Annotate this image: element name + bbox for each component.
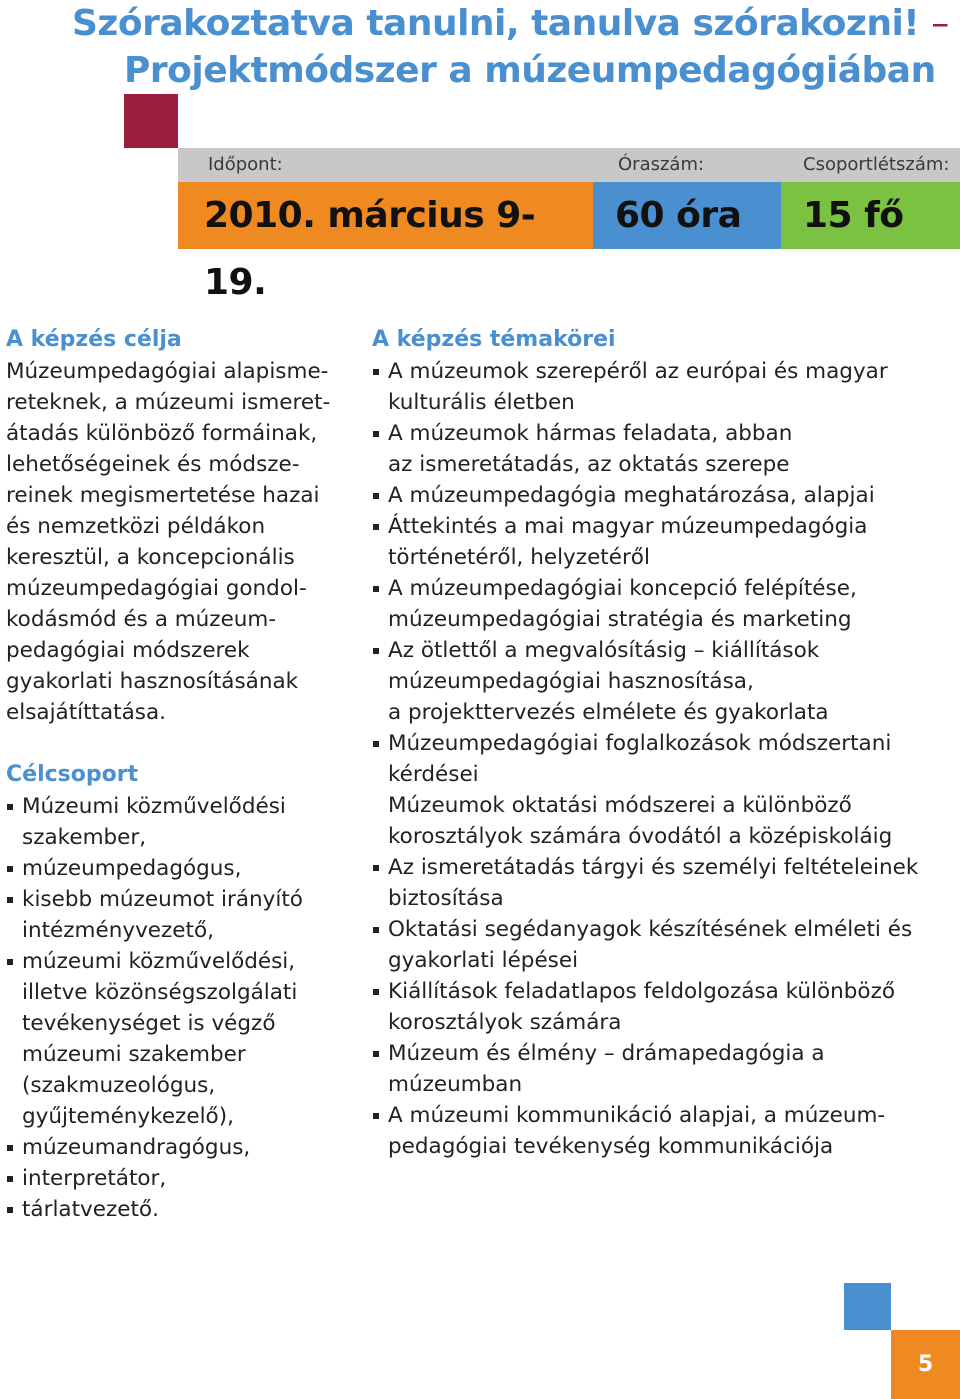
topic-list-item bbox=[372, 480, 960, 511]
topic-list-item-text: A múzeumi kommunikáció alapjai, a múzeum- bbox=[388, 1103, 886, 1128]
left-column bbox=[6, 324, 336, 1225]
group-label: Csoportlétszám: bbox=[803, 154, 950, 175]
topic-list-item-text: korosztályok számára óvodától a középiskoláig bbox=[388, 824, 893, 849]
topic-list-item-text: Múzeumok oktatási módszerei a különböző bbox=[388, 793, 852, 818]
topic-list-item bbox=[372, 1038, 960, 1100]
target-list-item bbox=[6, 853, 336, 884]
topic-list-item-text: kulturális életben bbox=[388, 390, 575, 415]
target-list-item-text: múzeumi szakember bbox=[22, 1042, 246, 1067]
target-list-item-text: intézményvezető, bbox=[22, 918, 214, 943]
page-number: 5 bbox=[917, 1352, 934, 1377]
target-list-item-text: (szakmuzeológus, bbox=[22, 1073, 216, 1098]
target-list-item-text: múzeumandragógus, bbox=[22, 1135, 251, 1160]
target-list-item bbox=[6, 791, 336, 853]
topic-list-item-text: Múzeum és élmény – drámapedagógia a bbox=[388, 1041, 825, 1066]
decorative-square-crimson bbox=[124, 94, 178, 148]
topic-list-item-text: A múzeumok szerepéről az európai és magyar bbox=[388, 359, 888, 384]
target-list-item-text: múzeumi közművelődési, bbox=[22, 949, 296, 974]
topic-list-item bbox=[372, 976, 960, 1038]
title-dash: – bbox=[931, 3, 949, 44]
topic-list-item-text: korosztályok számára bbox=[388, 1010, 622, 1035]
topic-list-item-text: A múzeumpedagógiai koncepció felépítése, bbox=[388, 576, 857, 601]
topic-list-item bbox=[372, 511, 960, 573]
topic-list-item-text: Áttekintés a mai magyar múzeumpedagógia bbox=[388, 514, 868, 539]
date-value: 2010. március 9-19. bbox=[178, 182, 593, 249]
goal-line: reteknek, a múzeumi ismeret- bbox=[6, 390, 331, 415]
topic-list-item bbox=[372, 1100, 960, 1162]
target-list-item-text: szakember, bbox=[22, 825, 147, 850]
topic-list-item-text: a projekttervezés elmélete és gyakorlata bbox=[388, 700, 829, 725]
topic-list-item-text: Az ötlettől a megvalósításig – kiállítások bbox=[388, 638, 820, 663]
goal-line: lehetőségeinek és módsze- bbox=[6, 452, 300, 477]
topic-list-item-text: történetéről, helyzetéről bbox=[388, 545, 650, 570]
topic-list-item-text: az ismeretátadás, az oktatás szerepe bbox=[388, 452, 790, 477]
topic-list-item-text: múzeumban bbox=[388, 1072, 523, 1097]
target-list-item-text: gyűjteménykezelő), bbox=[22, 1104, 234, 1129]
info-label-bar bbox=[178, 148, 960, 182]
topic-list-item-text: Múzeumpedagógiai foglalkozások módszertani bbox=[388, 731, 892, 756]
topic-list-item-text: Oktatási segédanyagok készítésének elméleti és bbox=[388, 917, 913, 942]
goal-heading: A képzés célja bbox=[6, 327, 182, 352]
topic-list-item-text: pedagógiai tevékenység kommunikációja bbox=[388, 1134, 834, 1159]
target-list-item-text: interpretátor, bbox=[22, 1166, 167, 1191]
goal-paragraph bbox=[6, 356, 336, 728]
topic-list-item bbox=[372, 852, 960, 914]
goal-line: és nemzetközi példákon bbox=[6, 514, 266, 539]
date-label: Időpont: bbox=[208, 154, 283, 175]
target-list-item-text: kisebb múzeumot irányító bbox=[22, 887, 303, 912]
topic-list-item-text: Kiállítások feladatlapos feldolgozása különböző bbox=[388, 979, 896, 1004]
goal-line: kodásmód és a múzeum- bbox=[6, 607, 277, 632]
target-list-item bbox=[6, 1132, 336, 1163]
target-list-item bbox=[6, 884, 336, 946]
goal-line: elsajátíttatása. bbox=[6, 700, 166, 725]
topic-list-item-text: múzeumpedagógiai stratégia és marketing bbox=[388, 607, 852, 632]
goal-line: gyakorlati hasznosításának bbox=[6, 669, 299, 694]
goal-line: keresztül, a koncepcionális bbox=[6, 545, 295, 570]
hours-label: Óraszám: bbox=[618, 154, 705, 175]
topics-list bbox=[372, 356, 960, 1162]
topic-list-item bbox=[372, 914, 960, 976]
group-value: 15 fő bbox=[781, 182, 960, 249]
target-list-item bbox=[6, 946, 336, 1132]
topic-list-item-text: A múzeumok hármas feladata, abban bbox=[388, 421, 793, 446]
target-list-item-text: Múzeumi közművelődési bbox=[22, 794, 286, 819]
title-line-1: Szórakoztatva tanulni, tanulva szórakozni! – bbox=[72, 3, 949, 44]
right-column bbox=[372, 324, 960, 1162]
topic-list-item-text: Az ismeretátadás tárgyi és személyi feltételeinek bbox=[388, 855, 919, 880]
target-heading: Célcsoport bbox=[6, 762, 139, 787]
target-list bbox=[6, 791, 336, 1225]
topic-list-item bbox=[372, 635, 960, 728]
title-line-2: Projektmódszer a múzeumpedagógiában bbox=[124, 50, 936, 91]
topic-list-item bbox=[372, 356, 960, 418]
decorative-square-blue bbox=[844, 1283, 891, 1330]
topic-list-item bbox=[372, 573, 960, 635]
goal-line: átadás különböző formáinak, bbox=[6, 421, 318, 446]
topic-list-item-text: biztosítása bbox=[388, 886, 504, 911]
hours-value: 60 óra bbox=[593, 182, 781, 249]
topic-list-item-text: múzeumpedagógiai hasznosítása, bbox=[388, 669, 754, 694]
topic-list-item-text: kérdései bbox=[388, 762, 479, 787]
topic-list-item bbox=[372, 728, 960, 852]
target-list-item-text: tárlatvezető. bbox=[22, 1197, 159, 1222]
topics-heading: A képzés témakörei bbox=[372, 327, 616, 352]
topic-list-item-text: A múzeumpedagógia meghatározása, alapjai bbox=[388, 483, 875, 508]
page-title bbox=[72, 0, 952, 94]
topic-list-item bbox=[372, 418, 960, 480]
target-list-item-text: illetve közönségszolgálati bbox=[22, 980, 298, 1005]
target-list-item bbox=[6, 1194, 336, 1225]
target-list-item-text: tevékenységet is végző bbox=[22, 1011, 276, 1036]
target-list-item bbox=[6, 1163, 336, 1194]
goal-line: reinek megismertetése hazai bbox=[6, 483, 320, 508]
goal-line: múzeumpedagógiai gondol- bbox=[6, 576, 307, 601]
goal-line: Múzeumpedagógiai alapisme- bbox=[6, 359, 329, 384]
target-list-item-text: múzeumpedagógus, bbox=[22, 856, 242, 881]
goal-line: pedagógiai módszerek bbox=[6, 638, 250, 663]
topic-list-item-text: gyakorlati lépései bbox=[388, 948, 579, 973]
